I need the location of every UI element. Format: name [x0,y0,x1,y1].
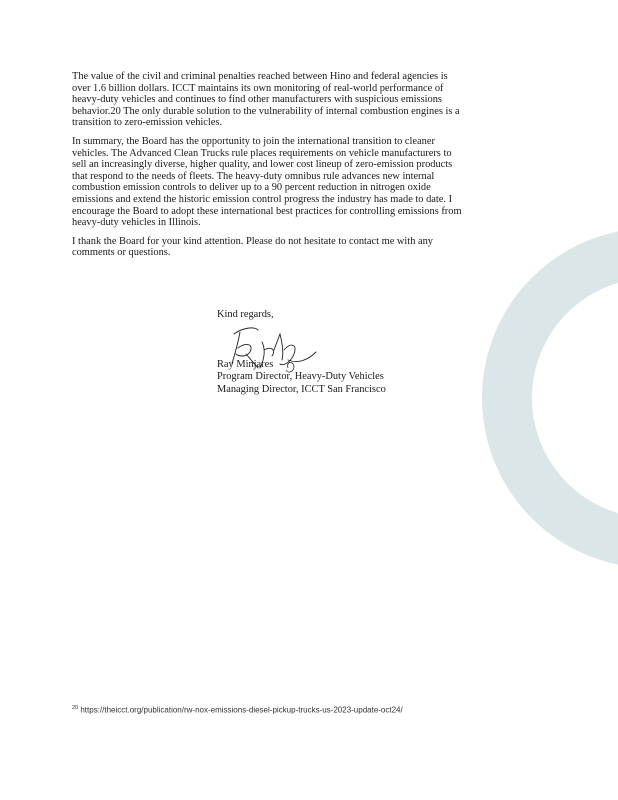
closing-block [217,309,386,396]
paragraph-summary: In summary, the Board has the opportunity to join the international transition to cleaner vehicles. The Advanced Clean Trucks rule places requirements on vehicle manufacturers to sell an increasingly diverse, higher quality, and lower cost lineup of zero-emission products that respond to the needs of fleets. The heavy-duty omnibus rule advances new internal combustion emission controls to deliver up to a 90 percent reduction in nitrogen oxide emissions and extend the historic emission control progress the industry has made to date. I encourage the Board to adopt these international best practices for controlling emissions from heavy-duty vehicles in Illinois. [72,135,462,229]
paragraph-penalties: The value of the civil and criminal penalties reached between Hino and federal agencies is over 1.6 billion dollars. ICCT maintains its own monitoring of real-world performance of heavy-duty vehicles and continues to find other manufacturers with suspicious emissions behavior.20 The only durable solution to the vulnerability of internal combustion engines is a transition to zero-emission vehicles. [72,71,460,129]
signer-title-secondary: Managing Director, ICCT San Francisco [217,383,386,395]
footnote [72,703,452,716]
paragraph-thanks: I thank the Board for your kind attention. Please do not hesitate to contact me with any comments or questions. [72,235,433,259]
signer-name: Ray Minjares [217,358,274,370]
decorative-ring [482,228,618,568]
footnote-link[interactable]: https://theicct.org/publication/rw-nox-emissions-diesel-pickup-trucks-us-2023-update-oct24/ [80,705,403,715]
signer-title: Program Director, Heavy-Duty Vehicles [217,371,384,383]
salutation: Kind regards, [217,309,274,320]
letter-body [72,71,466,266]
footnote-number: 20 [72,705,79,711]
